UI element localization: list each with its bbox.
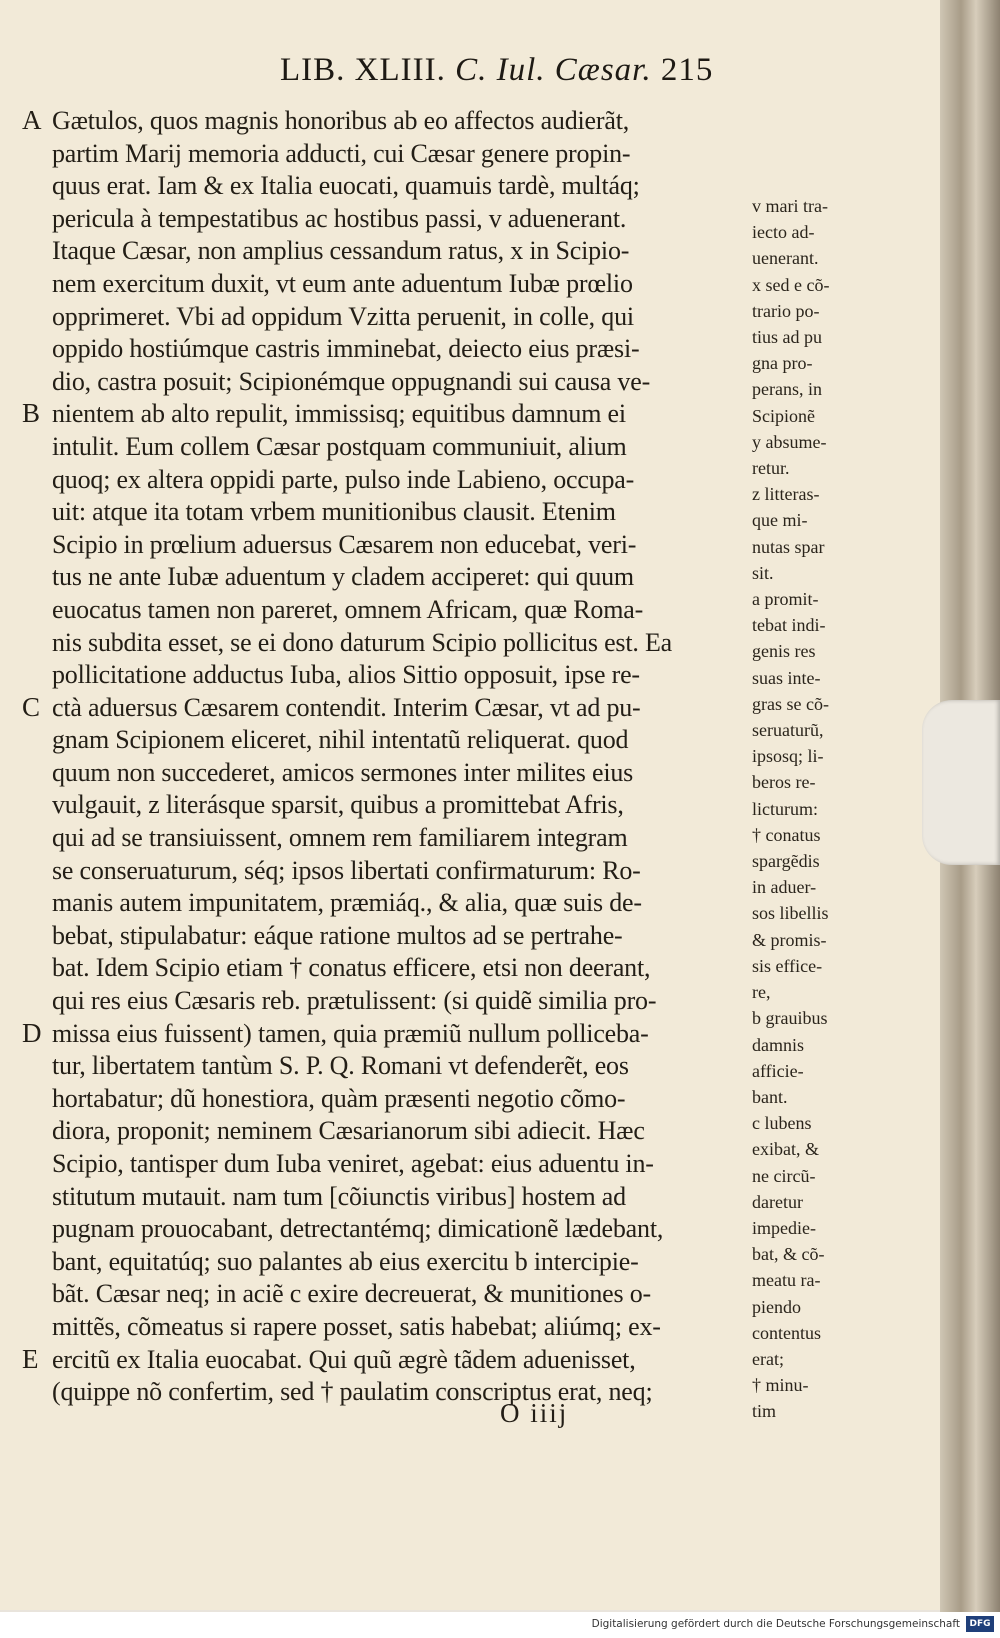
text-line: missa eius fuissent) tamen, quia præmiũ nullum polliceba- — [52, 1018, 649, 1048]
margin-note-line: tebat indi- — [752, 615, 826, 636]
text-line: se conseruaturum, séq; ipsos libertati confirmaturum: Ro- — [52, 855, 641, 885]
margin-note-line: trario po- — [752, 300, 820, 321]
text-line: vulgauit, z literásque sparsit, quibus a promittebat Afris, — [52, 790, 624, 820]
text-line: (quippe nõ confertim, sed † paulatim conscriptus erat, neq; — [52, 1377, 653, 1407]
running-header — [280, 52, 713, 89]
margin-note-line: erat; — [752, 1348, 784, 1369]
section-mark-d: D — [22, 1018, 42, 1048]
text-line: Scipio in prœlium aduersus Cæsarem non educebat, veri- — [52, 529, 637, 559]
margin-note-line: v mari tra- — [752, 196, 828, 216]
margin-note-line: bant. — [752, 1086, 788, 1107]
margin-note-line: meatu ra- — [752, 1270, 821, 1291]
text-line: nientem ab alto repulit, immissisq; equitibus damnum ei — [52, 399, 626, 429]
text-line: Scipio, tantisper dum Iuba veniret, agebat: eius aduentu in- — [52, 1149, 654, 1178]
text-line: qui res eius Cæsaris reb. prætulissent: (si quidẽ similia pro- — [52, 986, 657, 1016]
text-line: stitutum mutauit. nam tum [cõiunctis viribus] hostem ad — [52, 1181, 626, 1211]
text-line: qui ad se transiuissent, omnem rem familiarem integram — [52, 823, 628, 853]
page-clip — [922, 700, 1000, 865]
section-mark-b: B — [22, 398, 41, 428]
margin-note-line: iecto ad- — [752, 222, 815, 243]
margin-note-line: perans, in — [752, 379, 822, 400]
text-line: diora, proponit; neminem Cæsarianorum sibi adiecit. Hæc — [52, 1116, 645, 1146]
text-line: partim Marij memoria adducti, cui Cæsar genere propin- — [52, 138, 631, 168]
marginal-notes — [752, 193, 872, 1425]
margin-note-line: impedie- — [752, 1217, 816, 1238]
margin-note-line: nutas spar — [752, 536, 825, 557]
margin-note-line: daretur — [752, 1191, 803, 1212]
margin-note-line: sos libellis — [752, 903, 829, 924]
text-line: opprimeret. Vbi ad oppidum Vzitta peruenit, in colle, qui — [52, 301, 634, 331]
margin-note-line: bat, & cõ- — [752, 1244, 825, 1265]
margin-note-line: retur. — [752, 458, 790, 479]
margin-note-line: uenerant. — [752, 248, 819, 269]
section-mark-e: E — [22, 1344, 39, 1374]
margin-note-line: licturum: — [752, 798, 818, 819]
text-line: euocatus tamen non pareret, omnem Africam, quæ Roma- — [52, 594, 644, 624]
text-line: oppido hostiúmque castris imminebat, deiecto eius præsi- — [52, 334, 640, 364]
margin-note-line: piendo — [752, 1296, 801, 1317]
dfg-logo: DFG — [966, 1616, 994, 1632]
margin-note-line: † minu- — [752, 1375, 809, 1396]
signature-mark: O iiij — [500, 1398, 569, 1428]
text-line: Gætulos, quos magnis honoribus ab eo affectos audierãt, — [52, 106, 630, 135]
book-number: LIB. XLIII. — [280, 52, 446, 88]
margin-note-line: contentus — [752, 1322, 821, 1343]
margin-note-line: re, — [752, 982, 771, 1003]
margin-note-line: damnis — [752, 1034, 804, 1055]
margin-note-line: exibat, & — [752, 1139, 819, 1160]
text-line: nis subdita esset, se ei dono daturum Scipio pollicitus est. Ea — [52, 627, 672, 657]
margin-note-line: & promis- — [752, 929, 827, 950]
margin-note-line: Scipionẽ — [752, 405, 815, 426]
text-line: mittẽs, cõmeatus si rapere posset, satis habebat; aliúmq; ex- — [52, 1311, 661, 1341]
margin-note-line: que mi- — [752, 510, 808, 531]
margin-note-line: afficie- — [752, 1060, 804, 1081]
text-line: tur, libertatem tantùm S. P. Q. Romani vt defenderẽt, eos — [52, 1051, 629, 1081]
main-text-column — [52, 105, 742, 1409]
text-line: quoq; ex altera oppidi parte, pulso inde Labieno, occupa- — [52, 464, 635, 494]
text-line: ctà aduersus Cæsarem contendit. Interim Cæsar, vt ad pu- — [52, 692, 641, 722]
margin-note-line: beros re- — [752, 772, 816, 793]
text-line: tus ne ante Iubæ aduentum y cladem acciperet: qui quum — [52, 562, 634, 592]
text-line: quum non succederet, amicos sermones inter milites eius — [52, 757, 634, 787]
margin-note-line: z litteras- — [752, 484, 820, 505]
margin-note-line: gna pro- — [752, 353, 813, 374]
margin-note-line: in aduer- — [752, 877, 817, 898]
margin-note-line: spargẽdis — [752, 851, 820, 872]
text-line: pugnam prouocabant, detrectantémq; dimicationẽ lædebant, — [52, 1214, 664, 1244]
text-line: manis autem impunitatem, præmiáq., & alia, quæ suis de- — [52, 888, 642, 918]
margin-note-line: seruaturũ, — [752, 720, 824, 741]
section-mark-c: C — [22, 692, 41, 722]
running-title: C. Iul. Cæsar. — [455, 52, 652, 88]
margin-note-line: sis effice- — [752, 955, 823, 976]
text-line: Itaque Cæsar, non amplius cessandum ratus, x in Scipio- — [52, 236, 630, 266]
text-line: bant, equitatúq; suo palantes ab eius exercitu b intercipie- — [52, 1246, 639, 1276]
page-number: 215 — [660, 52, 714, 88]
margin-note-line: suas inte- — [752, 667, 821, 688]
text-line: intulit. Eum collem Cæsar postquam communiuit, alium — [52, 431, 627, 461]
text-line: pollicitatione adductus Iuba, alios Sittio opposuit, ipse re- — [52, 660, 640, 690]
margin-note-line: sit. — [752, 562, 774, 583]
text-line: ercitũ ex Italia euocabat. Qui quũ ægrè tãdem aduenisset, — [52, 1344, 636, 1374]
margin-note-line: gras se cõ- — [752, 693, 829, 714]
section-mark-a: A — [22, 105, 42, 135]
funding-credit: Digitalisierung gefördert durch die Deutsche Forschungsgemeinschaft — [591, 1618, 960, 1630]
text-line: dio, castra posuit; Scipionémque oppugnandi sui causa ve- — [52, 366, 651, 396]
text-line: bat. Idem Scipio etiam † conatus efficere, etsi non deerant, — [52, 953, 651, 983]
margin-note-line: c lubens — [752, 1113, 812, 1134]
margin-note-line: y absume- — [752, 431, 827, 452]
text-line: quus erat. Iam & ex Italia euocati, quamuis tardè, multáq; — [52, 171, 640, 201]
margin-note-line: a promit- — [752, 589, 819, 610]
text-line: gnam Scipionem eliceret, nihil intentatũ reliquerat. quod — [52, 725, 629, 755]
text-line: pericula à tempestatibus ac hostibus passi, v aduenerant. — [52, 203, 627, 233]
margin-note-line: tius ad pu — [752, 327, 822, 348]
text-line: bãt. Cæsar neq; in aciẽ c exire decreuerat, & munitiones o- — [52, 1279, 651, 1309]
margin-note-line: x sed e cõ- — [752, 274, 830, 295]
margin-note-line: † conatus — [752, 824, 821, 845]
digitization-footer — [0, 1612, 1000, 1638]
text-line: uit: atque ita totam vrbem munitionibus clausit. Etenim — [52, 497, 616, 527]
margin-note-line: ipsosq; li- — [752, 746, 824, 767]
margin-note-line: b grauibus — [752, 1008, 828, 1029]
text-line: nem exercitum duxit, vt eum ante aduentum Iubæ prœlio — [52, 268, 633, 298]
margin-note-line: ne circũ- — [752, 1165, 816, 1186]
margin-note-line: genis res — [752, 641, 816, 662]
text-line: bebat, stipulabatur: eáque ratione multos ad se pertrahe- — [52, 920, 623, 950]
margin-note-line: tim — [752, 1401, 777, 1422]
text-line: hortabatur; dũ honestiora, quàm præsenti negotio cõmo- — [52, 1083, 626, 1113]
